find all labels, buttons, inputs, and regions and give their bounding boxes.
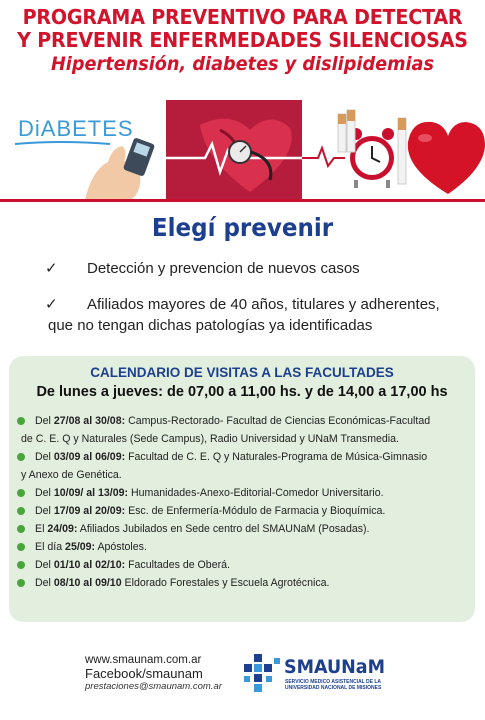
visit-prefix: El día [35, 541, 66, 553]
diabetes-illustration [0, 100, 165, 200]
calendar-panel [9, 356, 475, 622]
divider-rule [0, 199, 485, 202]
visit-prefix: Del [35, 415, 54, 427]
visit-date: 10/09/ al 13/09: [53, 487, 129, 499]
bullet-list [45, 258, 465, 336]
visit-text: Afiliados Jubilados en Sede centro del SMAUNaM (Posadas). [77, 523, 370, 535]
check-icon: ✓ [45, 296, 58, 313]
logo-name: SMAUNaM [284, 656, 385, 678]
bullet-dot-icon [17, 507, 25, 515]
title-line-1: PROGRAMA PREVENTIVO PARA DETECTAR [22, 5, 463, 29]
visit-date: 08/10 al 09/10 [53, 577, 122, 589]
visit-item [17, 412, 469, 448]
facebook-link[interactable]: Facebook/smaunam [85, 666, 203, 681]
visit-text: Campus-Rectorado- Facultad de Ciencias Económicas-Facultad [125, 415, 431, 427]
bullet-dot-icon [17, 489, 25, 497]
visit-item [17, 538, 469, 556]
visit-item [17, 448, 469, 484]
bullet-dot-icon [17, 579, 25, 587]
bullet-dot-icon [17, 525, 25, 533]
bullet-item [45, 258, 465, 279]
visit-date: 03/09 al 06/09: [53, 451, 126, 463]
visit-prefix: Del [35, 451, 54, 463]
bullet-continuation: que no tengan dichas patologías ya identificadas [48, 317, 373, 334]
visit-item [17, 502, 469, 520]
visit-text: Apóstoles. [95, 541, 147, 553]
heart-illustration [408, 122, 485, 194]
illustration-strip [0, 100, 485, 200]
bullet-item [45, 294, 465, 315]
visit-continuation: y Anexo de Genética. [21, 469, 122, 481]
email-link[interactable]: prestaciones@smaunam.com.ar [85, 681, 222, 692]
bullet-text: Afiliados mayores de 40 años, titulares y adherentes, [87, 296, 440, 313]
check-icon: ✓ [45, 260, 58, 277]
visit-text: Esc. de Enfermería-Módulo de Farmacia y Bioquímica. [125, 505, 386, 517]
visit-item [17, 574, 469, 592]
medical-cross-icon [240, 652, 282, 694]
smaunam-logo [240, 650, 410, 696]
visit-text: Eldorado Forestales y Escuela Agrotécnica. [121, 577, 330, 589]
visit-item [17, 520, 469, 538]
bullet-dot-icon [17, 417, 25, 425]
visit-date: 01/10 al 02/10: [53, 559, 126, 571]
footer-contacts [85, 654, 222, 693]
visit-date: 27/08 al 30/08: [53, 415, 126, 427]
visit-text: Facultad de C. E. Q y Naturales-Programa de Música-Gimnasio [125, 451, 428, 463]
visit-date: 25/09: [65, 541, 96, 553]
bullet-dot-icon [17, 561, 25, 569]
visit-text: Humanidades-Anexo-Editorial-Comedor Universitario. [128, 487, 384, 499]
visit-list [9, 412, 475, 592]
bullet-dot-icon [17, 543, 25, 551]
header [0, 0, 485, 76]
diabetes-word: DiABETES [18, 116, 134, 141]
visit-prefix: Del [35, 577, 54, 589]
visit-prefix: El [35, 523, 48, 535]
visit-continuation: de C. E. Q y Naturales (Sede Campus), Radio Universidad y UNaM Transmedia. [21, 433, 399, 445]
visit-item [17, 484, 469, 502]
visit-prefix: Del [35, 505, 54, 517]
alarm-clock-illustration [350, 128, 394, 188]
subtitle: Hipertensión, diabetes y dislipidemias [51, 53, 434, 75]
bullet-dot-icon [17, 453, 25, 461]
website-link[interactable]: www.smaunam.com.ar [85, 654, 202, 666]
calendar-hours: De lunes a jueves: de 07,00 a 11,00 hs. y de 14,00 a 17,00 hs [36, 384, 448, 400]
visit-text: Facultades de Oberá. [125, 559, 230, 571]
visit-prefix: Del [35, 487, 54, 499]
main-heading: Elegí prevenir [151, 213, 334, 242]
bullet-text: Detección y prevencion de nuevos casos [87, 260, 360, 277]
calendar-title: CALENDARIO DE VISITAS A LAS FACULTADES [90, 365, 394, 380]
heart-monitor-illustration [166, 100, 302, 200]
visit-prefix: Del [35, 559, 54, 571]
title-line-2: Y PREVENIR ENFERMEDADES SILENCIOSAS [17, 28, 468, 52]
visit-date: 24/09: [47, 523, 78, 535]
logo-subtitle: SERVICIO MEDICO ASISTENCIAL DE LA UNIVERSIDAD NACIONAL DE MISIONES [285, 679, 382, 691]
visit-item [17, 556, 469, 574]
visit-date: 17/09 al 20/09: [53, 505, 126, 517]
